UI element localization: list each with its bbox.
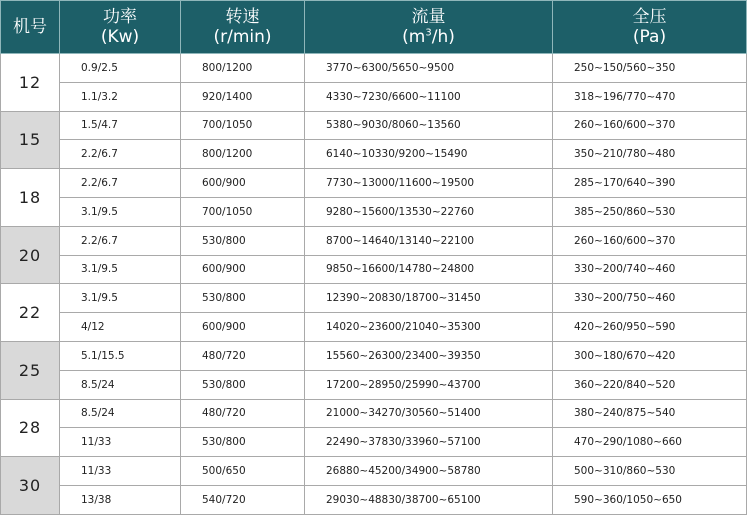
model-cell: 15 xyxy=(1,111,60,169)
speed-cell: 530/800 xyxy=(181,370,305,399)
flow-cell: 14020~23600/21040~35300 xyxy=(305,313,553,342)
table-row xyxy=(1,226,747,255)
flow-cell: 29030~48830/38700~65100 xyxy=(305,485,553,514)
pressure-cell: 360~220/840~520 xyxy=(553,370,747,399)
table-row xyxy=(1,313,747,342)
flow-cell: 4330~7230/6600~11100 xyxy=(305,82,553,111)
speed-cell: 480/720 xyxy=(181,399,305,428)
model-cell: 20 xyxy=(1,226,60,284)
pressure-cell: 470~290/1080~660 xyxy=(553,428,747,457)
flow-cell: 22490~37830/33960~57100 xyxy=(305,428,553,457)
header-model: 机号 xyxy=(1,1,60,54)
power-cell: 2.2/6.7 xyxy=(60,226,181,255)
table-row xyxy=(1,82,747,111)
header-power-label: 功率 xyxy=(103,7,137,27)
table-row xyxy=(1,341,747,370)
speed-cell: 700/1050 xyxy=(181,111,305,140)
flow-cell: 3770~6300/5650~9500 xyxy=(305,54,553,83)
model-cell: 25 xyxy=(1,341,60,399)
speed-cell: 800/1200 xyxy=(181,140,305,169)
flow-cell: 21000~34270/30560~51400 xyxy=(305,399,553,428)
power-cell: 3.1/9.5 xyxy=(60,197,181,226)
pressure-cell: 250~150/560~350 xyxy=(553,54,747,83)
speed-cell: 800/1200 xyxy=(181,54,305,83)
power-cell: 5.1/15.5 xyxy=(60,341,181,370)
header-row xyxy=(1,1,747,54)
table-row xyxy=(1,197,747,226)
header-power xyxy=(60,1,181,54)
model-cell: 12 xyxy=(1,54,60,112)
pressure-cell: 318~196/770~470 xyxy=(553,82,747,111)
flow-cell: 17200~28950/25990~43700 xyxy=(305,370,553,399)
table-row xyxy=(1,485,747,514)
header-flow-unit-sup: 3 xyxy=(425,27,432,39)
flow-cell: 8700~14640/13140~22100 xyxy=(305,226,553,255)
flow-cell: 7730~13000/11600~19500 xyxy=(305,169,553,198)
header-pressure-unit: (Pa) xyxy=(632,27,667,47)
speed-cell: 600/900 xyxy=(181,169,305,198)
header-speed-label: 转速 xyxy=(225,7,260,27)
speed-cell: 700/1050 xyxy=(181,197,305,226)
speed-cell: 500/650 xyxy=(181,457,305,486)
table-row xyxy=(1,399,747,428)
header-flow-label: 流量 xyxy=(411,7,446,27)
header-flow-unit xyxy=(305,27,552,47)
table-row xyxy=(1,284,747,313)
header-speed xyxy=(181,1,305,54)
header-speed-unit: (r/min) xyxy=(213,27,272,47)
pressure-cell: 260~160/600~370 xyxy=(553,226,747,255)
flow-cell: 6140~10330/9200~15490 xyxy=(305,140,553,169)
speed-cell: 530/800 xyxy=(181,284,305,313)
table-row xyxy=(1,255,747,284)
power-cell: 2.2/6.7 xyxy=(60,140,181,169)
model-cell: 18 xyxy=(1,169,60,227)
flow-cell: 9850~16600/14780~24800 xyxy=(305,255,553,284)
pressure-cell: 385~250/860~530 xyxy=(553,197,747,226)
power-cell: 11/33 xyxy=(60,457,181,486)
header-pressure-label: 全压 xyxy=(632,7,667,27)
power-cell: 8.5/24 xyxy=(60,370,181,399)
table-row xyxy=(1,54,747,83)
pressure-cell: 590~360/1050~650 xyxy=(553,485,747,514)
header-flow-unit-post: /h) xyxy=(431,27,455,47)
header-flow xyxy=(305,1,553,54)
pressure-cell: 300~180/670~420 xyxy=(553,341,747,370)
table-header xyxy=(1,1,747,54)
speed-cell: 540/720 xyxy=(181,485,305,514)
pressure-cell: 285~170/640~390 xyxy=(553,169,747,198)
power-cell: 11/33 xyxy=(60,428,181,457)
power-cell: 2.2/6.7 xyxy=(60,169,181,198)
power-cell: 0.9/2.5 xyxy=(60,54,181,83)
power-cell: 4/12 xyxy=(60,313,181,342)
speed-cell: 600/900 xyxy=(181,255,305,284)
flow-cell: 15560~26300/23400~39350 xyxy=(305,341,553,370)
speed-cell: 480/720 xyxy=(181,341,305,370)
flow-cell: 12390~20830/18700~31450 xyxy=(305,284,553,313)
model-cell: 22 xyxy=(1,284,60,342)
power-cell: 3.1/9.5 xyxy=(60,255,181,284)
table-body xyxy=(1,54,747,515)
flow-cell: 5380~9030/8060~13560 xyxy=(305,111,553,140)
speed-cell: 530/800 xyxy=(181,226,305,255)
pressure-cell: 350~210/780~480 xyxy=(553,140,747,169)
table-row xyxy=(1,370,747,399)
header-flow-unit-pre: (m xyxy=(402,27,426,47)
pressure-cell: 420~260/950~590 xyxy=(553,313,747,342)
flow-cell: 9280~15600/13530~22760 xyxy=(305,197,553,226)
model-cell: 30 xyxy=(1,457,60,515)
speed-cell: 530/800 xyxy=(181,428,305,457)
header-power-unit: (Kw) xyxy=(100,27,140,47)
table-row xyxy=(1,140,747,169)
power-cell: 3.1/9.5 xyxy=(60,284,181,313)
table-row xyxy=(1,428,747,457)
power-cell: 8.5/24 xyxy=(60,399,181,428)
speed-cell: 920/1400 xyxy=(181,82,305,111)
pressure-cell: 260~160/600~370 xyxy=(553,111,747,140)
speed-cell: 600/900 xyxy=(181,313,305,342)
pressure-cell: 380~240/875~540 xyxy=(553,399,747,428)
table-row xyxy=(1,111,747,140)
power-cell: 1.5/4.7 xyxy=(60,111,181,140)
pressure-cell: 330~200/750~460 xyxy=(553,284,747,313)
flow-cell: 26880~45200/34900~58780 xyxy=(305,457,553,486)
pressure-cell: 500~310/860~530 xyxy=(553,457,747,486)
model-cell: 28 xyxy=(1,399,60,457)
table-row xyxy=(1,169,747,198)
header-pressure xyxy=(553,1,747,54)
power-cell: 1.1/3.2 xyxy=(60,82,181,111)
power-cell: 13/38 xyxy=(60,485,181,514)
table-row xyxy=(1,457,747,486)
pressure-cell: 330~200/740~460 xyxy=(553,255,747,284)
